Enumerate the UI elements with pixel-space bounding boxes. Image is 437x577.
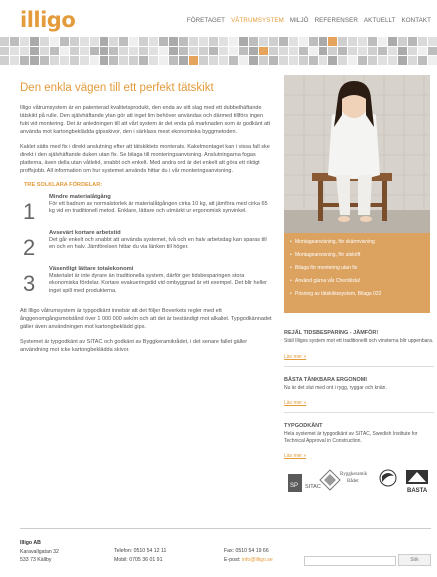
footer-divider — [20, 528, 431, 529]
advantage-item — [20, 230, 272, 259]
banner-tile — [159, 47, 168, 56]
banner-tile — [80, 47, 89, 56]
nav-foretaget[interactable]: FÖRETAGET — [186, 17, 226, 24]
sidebar-block — [284, 330, 434, 367]
banner-tile — [289, 56, 298, 65]
advantage-body: Det går enkelt och snabbt att använda systemet, två och en halv arbetsdag kan sparas till en och en halv. Jämförelsen hittar du via länken till höger. — [49, 237, 267, 251]
sitac-label: SITAC — [305, 484, 321, 490]
banner-tile — [428, 56, 437, 65]
svg-text:SP: SP — [290, 483, 299, 489]
banner-tile — [50, 56, 59, 65]
divider — [284, 366, 434, 367]
svg-text:Byggkeramik: Byggkeramik — [340, 472, 368, 477]
banner-tile — [100, 47, 109, 56]
banner-tile — [20, 56, 29, 65]
banner-tile — [70, 47, 79, 56]
advantages-heading: TRE SOLKLARA FÖRDELAR: — [24, 182, 103, 188]
banner-tile — [20, 37, 29, 46]
banner-tile — [70, 37, 79, 46]
banner-tile — [309, 56, 318, 65]
advantage-number: 3 — [23, 271, 36, 296]
sitac-logo[interactable] — [288, 474, 321, 492]
footer-phone: Telefon: 0510 54 12 11 — [114, 548, 167, 554]
banner-tile — [388, 47, 397, 56]
banner-tile — [289, 37, 298, 46]
advantage-item — [20, 194, 272, 223]
banner-tile — [169, 56, 178, 65]
banner-tile — [169, 37, 178, 46]
banner-tile — [319, 37, 328, 46]
banner-tile — [269, 56, 278, 65]
banner-tile — [368, 47, 377, 56]
nav-referenser[interactable]: REFERENSER — [314, 17, 358, 24]
banner-tile — [10, 56, 19, 65]
banner-tile — [418, 56, 427, 65]
banner-tile — [129, 37, 138, 46]
read-more-link[interactable]: Läs mer » — [284, 400, 307, 406]
banner-tile — [358, 37, 367, 46]
banner-tile — [378, 56, 387, 65]
advantage-number: 1 — [23, 199, 36, 224]
page-title: Den enkla vägen till ett perfekt tätskikt — [20, 82, 214, 94]
banner-tile — [408, 56, 417, 65]
banner-tile — [159, 37, 168, 46]
sidebar-block-text: Hela systemet är typgodkänt av SITAC, Swedish Institute for Technical Approval in Construction. — [284, 431, 418, 444]
basta-label: BASTA — [407, 488, 428, 494]
banner-tile — [60, 47, 69, 56]
banner-tile — [209, 37, 218, 46]
banner-tile — [368, 37, 377, 46]
main-content — [20, 82, 272, 361]
banner-tile — [40, 47, 49, 56]
doc-link[interactable]: • Prisning av tätskiktssystem, Bilaga 022 — [290, 291, 424, 298]
banner-tile — [139, 56, 148, 65]
banner-tile — [229, 47, 238, 56]
banner-tile — [40, 37, 49, 46]
sidebar-block — [284, 377, 434, 414]
banner-tile — [319, 56, 328, 65]
header — [0, 0, 437, 36]
banner-tile — [299, 47, 308, 56]
footer-street: Karavallgatan 32 — [20, 548, 59, 555]
banner-tile — [388, 37, 397, 46]
nav-miljo[interactable]: MILJÖ — [289, 17, 309, 24]
banner-tile — [119, 37, 128, 46]
banner-tile — [358, 56, 367, 65]
search-input[interactable] — [304, 556, 396, 566]
banner-tile — [60, 37, 69, 46]
nav-vatrumsystem[interactable]: VÅTRUMSYSTEM — [231, 17, 284, 24]
banner-tile — [169, 47, 178, 56]
basta-logo[interactable] — [406, 470, 428, 494]
banner-tile — [229, 56, 238, 65]
banner-tile — [299, 37, 308, 46]
banner-tile — [309, 37, 318, 46]
banner-tile — [189, 47, 198, 56]
sidebar-block-text: Nu är det slut med ont i rygg, ryggar och knän. — [284, 384, 387, 391]
banner-tile — [378, 47, 387, 56]
banner-tile — [109, 56, 118, 65]
banner-tile — [109, 47, 118, 56]
banner-tile — [418, 37, 427, 46]
banner-tile — [40, 56, 49, 65]
sidebar-block-title: REJÄL TIDSBESPARING - JÄMFÖR! — [284, 330, 379, 336]
banner-tile — [408, 47, 417, 56]
certification-paragraph: Systemet är typgodkänt av SITAC och godkänt av Byggkeramikrådet, i det senare fallet gäller användning mot icke kartongbeklädda skivor. — [20, 339, 248, 354]
advantage-title: Mindre materialåtgång — [49, 194, 111, 200]
advantage-title: Väsentligt lättare totalekonomi — [49, 266, 134, 272]
banner-tile — [129, 56, 138, 65]
footer-fax: Fax: 0510 54 19 66 — [224, 548, 269, 554]
search-button[interactable]: Sök — [398, 554, 431, 566]
banner-tile — [239, 56, 248, 65]
banner-tile — [0, 37, 9, 46]
banner-tile — [378, 37, 387, 46]
banner-tile — [398, 37, 407, 46]
banner-tile — [219, 56, 228, 65]
banner-tile — [328, 56, 337, 65]
banner-tile — [159, 56, 168, 65]
sidebar-block-title: BÄSTA TÄNKBARA ERGONOMI — [284, 376, 367, 383]
banner-tile — [199, 37, 208, 46]
banner-tile — [0, 56, 9, 65]
banner-tile — [189, 56, 198, 65]
banner-tile — [289, 47, 298, 56]
partner-logos — [284, 464, 434, 504]
banner-tile — [179, 47, 188, 56]
banner-tile — [149, 47, 158, 56]
mounting-paragraph: Kaklet sätts med fix i direkt anslutning efter att tätskiktets monterats. Kakelmontaget kan i vissa fall ske direkt i den självhäftande duken utan fix. Se bilaga till monteringsanvisning. Anslutningarna fogas platterna, även della utan våtlelid, snabbt och enkelt. Med andra ord är det enkelt att göra ett riktigt proffsjobb. All information om hur systemet används hittar du i vår monteringsanvisning. — [20, 144, 270, 174]
nav-kontakt[interactable]: KONTAKT — [401, 17, 431, 24]
child-in-bathroom-illustration — [284, 75, 430, 233]
read-more-link[interactable]: Läs mer » — [284, 353, 307, 360]
illigo-logo[interactable]: illigo — [20, 8, 76, 32]
svanen-logo[interactable] — [380, 470, 396, 486]
advantage-number: 2 — [23, 235, 36, 260]
banner-tile — [348, 47, 357, 56]
banner-tile — [70, 56, 79, 65]
advantage-item — [20, 266, 272, 295]
banner-tile — [229, 37, 238, 46]
banner-tile — [279, 56, 288, 65]
banner-tile — [199, 47, 208, 56]
banner-tile — [249, 47, 258, 56]
advantage-body: Materialet är inte dyrare än traditionella system, därför ger tidsbesparingen stora ekonomiska fördelar. Kortare evakueringstid vid ombyggnad är ett exempel. Det blir heller inget spill med produkterna. — [49, 273, 267, 294]
banner-tile — [119, 47, 128, 56]
banner-tile — [10, 37, 19, 46]
banner-tile — [20, 47, 29, 56]
banner-tile — [60, 56, 69, 65]
banner-tile — [328, 47, 337, 56]
tile-banner — [0, 37, 437, 65]
banner-tile — [30, 37, 39, 46]
banner-tile — [328, 37, 337, 46]
banner-tile — [199, 56, 208, 65]
banner-tile — [299, 56, 308, 65]
banner-tile — [428, 37, 437, 46]
footer-company: Illigo AB — [20, 540, 41, 546]
banner-tile — [269, 37, 278, 46]
banner-tile — [348, 37, 357, 46]
doc-link[interactable]: • Montageanvisning, för skärmvisning — [290, 239, 424, 246]
banner-tile — [100, 37, 109, 46]
divider — [284, 412, 434, 413]
banner-tile — [109, 37, 118, 46]
banner-tile — [239, 37, 248, 46]
banner-tile — [219, 47, 228, 56]
sidebar — [284, 330, 434, 472]
advantage-body: För ett badrum av normalstorlek är materialåtgången cirka 10 kg, att jämföra med cirka 65 kg vid en traditionell metod. Enklare, lättare och utmärkt ur ergonomisk synvinkel. — [49, 201, 268, 215]
banner-tile — [279, 47, 288, 56]
advantage-title: Avsevärt kortare arbetstid — [49, 230, 121, 236]
banner-tile — [239, 47, 248, 56]
banner-tile — [338, 37, 347, 46]
read-more-link[interactable]: Läs mer » — [284, 453, 307, 459]
sidebar-block-text: Ställ Illigos system mot ett traditionellt och vinsterna blir uppenbara. — [284, 338, 434, 344]
banner-tile — [119, 56, 128, 65]
approval-paragraph: Att Illigo våtrumsystem är typgodkänt innebär att det följer Boverkets regler med ett ånggenomgångsmotstånd över 1 000 000 sek/m och att det är beständigt mot alkaliet. Typgodkännadet gäller även användningen mot kartongbeklädd gips. — [20, 308, 272, 331]
banner-tile — [398, 56, 407, 65]
banner-tile — [398, 47, 407, 56]
nav-aktuellt[interactable]: AKTUELLT — [363, 17, 396, 24]
banner-tile — [249, 56, 258, 65]
banner-tile — [219, 37, 228, 46]
banner-tile — [149, 37, 158, 46]
footer-mobile: Mobil: 0705 36 01 91 — [114, 556, 163, 563]
footer-city: 533 73 Källby — [20, 557, 52, 563]
footer-contact — [224, 547, 273, 564]
banner-tile — [209, 56, 218, 65]
banner-tile — [129, 47, 138, 56]
banner-tile — [259, 47, 268, 56]
banner-tile — [149, 56, 158, 65]
sidebar-block — [284, 423, 434, 462]
footer-email-link[interactable]: info@illigo.se — [241, 556, 273, 563]
doc-link[interactable]: • Använd gärna vår Checklista! — [290, 278, 424, 285]
banner-tile — [249, 37, 258, 46]
banner-tile — [50, 47, 59, 56]
banner-tile — [10, 47, 19, 56]
banner-tile — [338, 56, 347, 65]
svg-text:Rådet: Rådet — [347, 479, 359, 484]
banner-tile — [0, 47, 9, 56]
doc-link[interactable]: • Bilaga för montering utan fix — [290, 265, 424, 272]
sidebar-block-title: TYPGODKÄNT — [284, 423, 323, 429]
banner-tile — [139, 37, 148, 46]
banner-tile — [80, 56, 89, 65]
banner-tile — [408, 37, 417, 46]
banner-tile — [319, 47, 328, 56]
banner-tile — [30, 47, 39, 56]
banner-tile — [269, 47, 278, 56]
banner-tile — [259, 56, 268, 65]
hero-photo — [284, 75, 430, 233]
footer-email-label: E-post: — [224, 556, 242, 563]
footer-address — [20, 539, 59, 565]
banner-tile — [80, 37, 89, 46]
banner-tile — [30, 56, 39, 65]
intro-paragraph: Illigo våtrumsystem är en patenterad kvalitetsprodukt, den enda av sitt slag med ett dubbelhäftande tätskikt på rulle. Den självhäftande ytan gör att inget lim behöver användas och därmed tillförs ingen fukt vid montering. Det är anledningen till att vårt system är det enda på marknaden som är godkänt att använda mot kartongbeklädda gipsskivor, den i särklass mest ekonomiska byggmetoden. — [20, 105, 271, 135]
banner-tile — [368, 56, 377, 65]
banner-tile — [338, 47, 347, 56]
banner-tile — [90, 56, 99, 65]
banner-tile — [259, 37, 268, 46]
banner-tile — [90, 37, 99, 46]
banner-tile — [209, 47, 218, 56]
banner-tile — [279, 37, 288, 46]
banner-tile — [348, 56, 357, 65]
documents-box — [284, 233, 430, 313]
doc-link[interactable]: • Montageanvisning, för utskrift — [290, 252, 424, 259]
banner-tile — [418, 47, 427, 56]
banner-tile — [309, 47, 318, 56]
banner-tile — [50, 37, 59, 46]
banner-tile — [139, 47, 148, 56]
main-nav — [187, 17, 431, 24]
banner-tile — [90, 47, 99, 56]
banner-tile — [179, 37, 188, 46]
banner-tile — [358, 47, 367, 56]
banner-tile — [100, 56, 109, 65]
footer-phones — [114, 547, 166, 564]
banner-tile — [388, 56, 397, 65]
banner-tile — [189, 37, 198, 46]
banner-tile — [428, 47, 437, 56]
byggkeramik-logo[interactable] — [320, 470, 368, 490]
banner-tile — [179, 56, 188, 65]
